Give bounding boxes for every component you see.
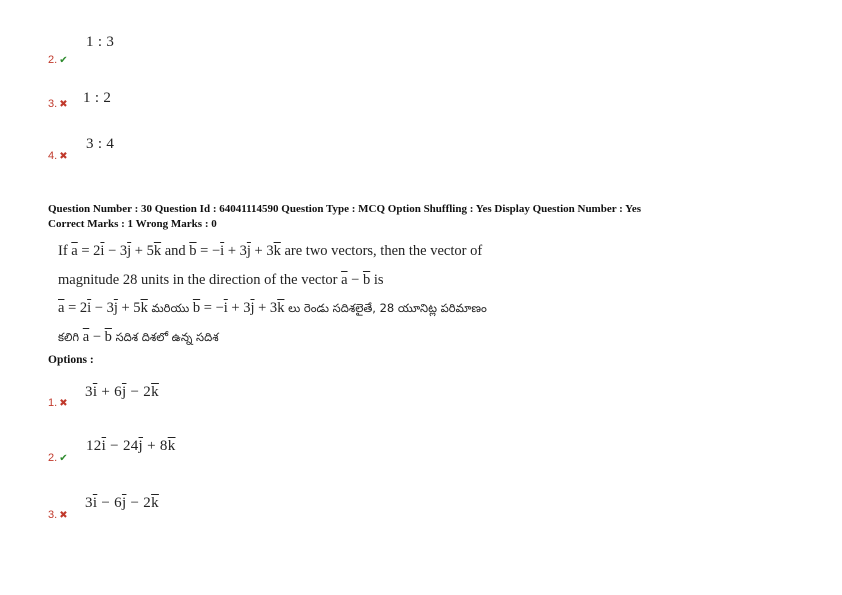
prev-option-2-text: 1 : 3 [86, 34, 115, 50]
option-number: 4. [48, 150, 58, 162]
prev-option-3-text: 1 : 2 [83, 90, 112, 106]
question-text-te-line1: $\overline{a} = 2\overline{i} - 3\overline{j} + 5\overline{k}$ మరియు $\overline{b} = -\overline{i} + 3\overline{j} + 3\overline{k}$ లు రెండు సదిశలైతే, 28 యూనిట్ల పరిమాణం [58, 300, 487, 316]
option-2-number [48, 452, 68, 464]
cross-icon: ✖ [59, 151, 68, 162]
check-icon: ✔ [59, 453, 68, 464]
question-text-te-line2: కలిగి $\overline{a} - \overline{b}$ సదిశ దిశలో ఉన్న సదిశ [58, 329, 219, 345]
option-number: 2. [48, 54, 58, 66]
prev-option-3-number [48, 98, 68, 110]
option-2-text: $12\overline{i} - 24\overline{j} + 8\overline{k}$ [86, 438, 176, 454]
option-number: 2. [48, 452, 58, 464]
option-number: 1. [48, 397, 58, 409]
option-number: 3. [48, 509, 58, 521]
prev-option-2-number [48, 54, 68, 66]
question-text-en-line1: If $\overline{a} = 2\overline{i} - 3\overline{j} + 5\overline{k}$ and $\overline{b} = -\overline{i} + 3\overline{j} + 3\overline{k}$ are two vectors, then the vector of [58, 243, 483, 259]
cross-icon: ✖ [59, 510, 68, 521]
option-1-number [48, 397, 68, 409]
cross-icon: ✖ [59, 398, 68, 409]
prev-option-4-number [48, 150, 68, 162]
option-3-text: $3\overline{i} - 6\overline{j} - 2\overline{k}$ [85, 495, 159, 511]
option-1-text: $3\overline{i} + 6\overline{j} - 2\overline{k}$ [85, 384, 159, 400]
option-number: 3. [48, 98, 58, 110]
check-icon: ✔ [59, 55, 68, 66]
options-label: Options : [48, 354, 94, 366]
prev-option-4-text: 3 : 4 [86, 136, 115, 152]
cross-icon: ✖ [59, 99, 68, 110]
question-meta: Question Number : 30 Question Id : 64041114590 Question Type : MCQ Option Shuffling : Yes Display Question Number : Yes [48, 203, 642, 215]
marks-meta: Correct Marks : 1 Wrong Marks : 0 [48, 218, 217, 230]
option-3-number [48, 509, 68, 521]
question-text-en-line2: magnitude 28 units in the direction of the vector $\overline{a} - \overline{b}$ is [58, 272, 384, 288]
